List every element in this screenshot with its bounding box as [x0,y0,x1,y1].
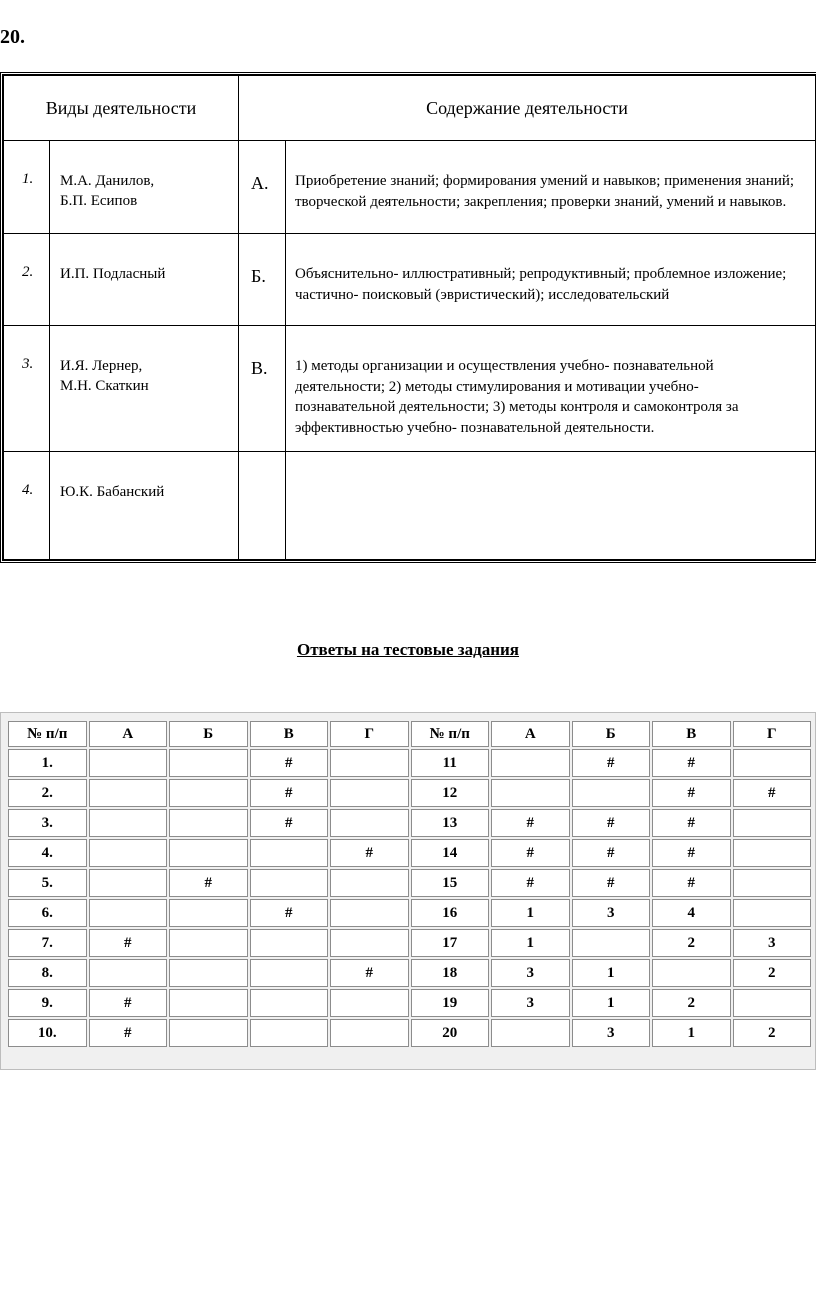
answer-cell: # [491,839,570,867]
answer-cell [89,839,168,867]
author-line: И.Я. Лернер, [60,358,143,374]
matching-row [4,234,816,326]
matching-row [4,452,816,560]
answer-cell: # [652,839,731,867]
answer-cell [250,929,329,957]
answer-cell [250,839,329,867]
answers-row [8,839,811,867]
row-number: 2. [4,234,50,326]
answers-header-cell: А [89,721,168,747]
header-activity-types: Виды деятельности [4,76,239,141]
author-name [50,452,239,560]
answers-row [8,959,811,987]
answer-cell: # [169,869,248,897]
answer-cell [572,779,651,807]
answer-cell [169,749,248,777]
answers-header-cell: № п/п [8,721,87,747]
answer-cell [250,959,329,987]
question-number-cell: 5. [8,869,87,897]
row-number: 3. [4,326,50,452]
answer-cell: # [572,869,651,897]
answer-cell [169,839,248,867]
answers-row [8,869,811,897]
answer-cell [89,779,168,807]
answers-header-cell: № п/п [411,721,490,747]
answer-cell: # [491,809,570,837]
answer-cell [169,989,248,1017]
answer-cell [733,899,812,927]
answer-cell: # [250,749,329,777]
answer-cell [169,779,248,807]
answer-cell [330,1019,409,1047]
answers-header-cell: В [652,721,731,747]
answer-cell: 2 [652,989,731,1017]
answer-cell [89,749,168,777]
question-number-cell: 1. [8,749,87,777]
author-line: Б.П. Есипов [60,193,138,209]
answers-row [8,989,811,1017]
header-activity-content: Содержание деятельности [239,76,816,141]
answer-cell [733,869,812,897]
answer-cell [652,959,731,987]
answer-cell [169,809,248,837]
answer-cell [733,989,812,1017]
question-number-cell: 18 [411,959,490,987]
question-number-cell: 14 [411,839,490,867]
answer-cell [89,959,168,987]
answer-cell: # [89,989,168,1017]
answers-header-cell: В [250,721,329,747]
answers-header-cell: Г [733,721,812,747]
answer-cell [733,749,812,777]
answer-cell: # [250,899,329,927]
answer-cell [330,929,409,957]
question-number-cell: 4. [8,839,87,867]
question-number-cell: 13 [411,809,490,837]
answers-header-cell: Б [572,721,651,747]
answer-cell [169,1019,248,1047]
answers-header-row [8,721,811,747]
matching-table [0,72,816,563]
answer-cell [330,779,409,807]
answer-cell: 3 [491,989,570,1017]
answer-cell: 2 [733,959,812,987]
answer-cell: # [572,839,651,867]
answer-cell: # [572,809,651,837]
answer-cell [169,899,248,927]
question-number-cell: 20 [411,1019,490,1047]
answer-cell [250,1019,329,1047]
answer-cell: # [652,779,731,807]
answer-cell: # [89,1019,168,1047]
author-name [50,326,239,452]
answer-cell: # [652,869,731,897]
answer-cell [169,959,248,987]
row-content: 1) методы организации и осуществления учебно- познавательной деятельности; 2) методы стимулирования и мотивации учебно- познавательной деятельности; 3) методы контроля и самоконтроля за эффективностью учебно- познавательной деятельности. [286,326,816,452]
answers-row [8,809,811,837]
answer-cell: 2 [733,1019,812,1047]
answers-header-cell: Б [169,721,248,747]
author-name [50,141,239,234]
matching-row [4,141,816,234]
answer-cell [330,749,409,777]
row-number: 1. [4,141,50,234]
answer-cell [250,989,329,1017]
question-number-cell: 19 [411,989,490,1017]
answer-cell [89,869,168,897]
author-line: Ю.К. Бабанский [60,484,165,500]
answer-cell: 3 [733,929,812,957]
answer-cell: 3 [491,959,570,987]
row-letter: А. [239,141,286,234]
answer-cell: 1 [572,989,651,1017]
matching-row [4,326,816,452]
answer-cell: # [652,809,731,837]
question-number-cell: 8. [8,959,87,987]
question-number-cell: 10. [8,1019,87,1047]
answer-cell: 1 [572,959,651,987]
answers-row [8,1019,811,1047]
answers-row [8,749,811,777]
answer-cell: 3 [572,1019,651,1047]
question-number-cell: 9. [8,989,87,1017]
question-number-cell: 12 [411,779,490,807]
question-number-cell: 16 [411,899,490,927]
answers-row [8,899,811,927]
answer-cell: # [733,779,812,807]
row-content [286,452,816,560]
answers-table [0,712,816,1070]
answer-cell [330,869,409,897]
answer-cell: 1 [652,1019,731,1047]
answer-cell: 4 [652,899,731,927]
answer-cell: 1 [491,899,570,927]
author-name [50,234,239,326]
question-number-cell: 7. [8,929,87,957]
question-number-cell: 11 [411,749,490,777]
author-line: М.Н. Скаткин [60,378,149,394]
task-number: 20. [0,26,25,48]
answer-cell: # [330,959,409,987]
answer-cell: # [250,779,329,807]
answer-cell [491,779,570,807]
answer-cell [330,989,409,1017]
answer-cell [491,1019,570,1047]
answer-cell [330,899,409,927]
row-letter [239,452,286,560]
answers-header-cell: А [491,721,570,747]
answer-cell [89,899,168,927]
answer-cell [250,869,329,897]
answer-cell: 1 [491,929,570,957]
question-number-cell: 2. [8,779,87,807]
answers-row [8,779,811,807]
answer-cell [491,749,570,777]
answer-cell [733,839,812,867]
answer-cell: # [572,749,651,777]
author-line: М.А. Данилов, [60,173,155,189]
row-letter: В. [239,326,286,452]
row-content: Объяснительно- иллюстративный; репродуктивный; проблемное изложение; частично- поисковый (эвристический); исследовательский [286,234,816,326]
answer-cell: # [89,929,168,957]
answer-cell [733,809,812,837]
answer-cell: # [491,869,570,897]
answer-cell: # [250,809,329,837]
answer-cell [330,809,409,837]
row-number: 4. [4,452,50,560]
answers-heading: Ответы на тестовые задания [296,640,520,659]
answer-cell [169,929,248,957]
answer-cell [89,809,168,837]
question-number-cell: 3. [8,809,87,837]
matching-table-header [4,76,816,141]
answer-cell: 3 [572,899,651,927]
row-content: Приобретение знаний; формирования умений и навыков; применения знаний; творческой деятельности; закрепления; проверки знаний, умений и навыков. [286,141,816,234]
author-line: И.П. Подласный [60,266,166,282]
answers-row [8,929,811,957]
answer-cell: 2 [652,929,731,957]
question-number-cell: 15 [411,869,490,897]
answer-cell: # [330,839,409,867]
answer-cell [572,929,651,957]
answers-header-cell: Г [330,721,409,747]
question-number-cell: 6. [8,899,87,927]
question-number-cell: 17 [411,929,490,957]
answer-cell: # [652,749,731,777]
row-letter: Б. [239,234,286,326]
